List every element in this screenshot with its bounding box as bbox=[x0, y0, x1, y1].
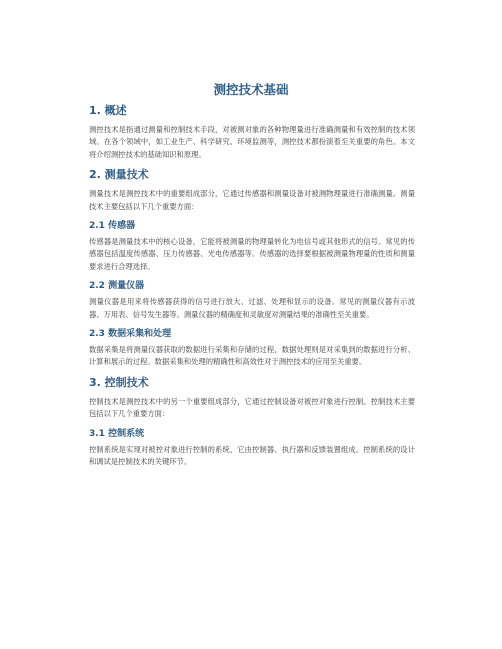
subsection-paragraph-data: 数据采集是将测量仪器获取的数据进行采集和存储的过程，数据处理则是对采集到的数据进行分析、计算和展示的过程。数据采集和处理的精确性和高效性对于测控技术的应用至关重要。 bbox=[89, 345, 415, 367]
section-heading-control: 3. 控制技术 bbox=[89, 375, 149, 389]
subsection-paragraph-control-system: 控制系统是实现对被控对象进行控制的系统，它由控制器、执行器和反馈装置组成。控制系统的设计和调试是控制技术的关键环节。 bbox=[89, 444, 415, 467]
subsection-heading-sensor: 2.1 传感器 bbox=[89, 221, 136, 232]
section-paragraph-measurement: 测量技术是测控技术中的重要组成部分，它通过传感器和测量设备对被测物理量进行准确测量。测量技术主要包括以下几个重要方面： bbox=[89, 189, 415, 211]
subsection-heading-data: 2.3 数据采集和处理 bbox=[89, 329, 172, 340]
document-body bbox=[89, 104, 415, 476]
subsection-paragraph-sensor: 传感器是测量技术中的核心设备，它能将被测量的物理量转化为电信号或其他形式的信号。常见的传感器包括温度传感器、压力传感器、光电传感器等。传感器的选择要根据被测量物理量的性质和测量要求进行合理选择。 bbox=[89, 237, 415, 271]
subsection-paragraph-instrument: 测量仪器是用来将传感器获得的信号进行放大、过滤、处理和显示的设备。常见的测量仪器有示波器、万用表、信号发生器等。测量仪器的精确度和灵敏度对测量结果的准确性至关重要。 bbox=[89, 297, 415, 319]
section-heading-overview: 1. 概述 bbox=[89, 104, 127, 117]
document-title: 测控技术基础 bbox=[213, 82, 289, 97]
subsection-heading-control-system: 3.1 控制系统 bbox=[89, 428, 145, 439]
subsection-heading-instrument: 2.2 测量仪器 bbox=[89, 281, 145, 292]
section-paragraph-control: 控制技术是测控技术中的另一个重要组成部分，它通过控制设备对被控对象进行控制。控制技术主要包括以下几个重要方面： bbox=[89, 396, 415, 419]
section-paragraph-overview: 测控技术是指通过测量和控制技术手段，对被测对象的各种物理量进行准确测量和有效控制的技术领域。在各个领域中，如工业生产、科学研究、环境监测等，测控技术都扮演着至关重要的角色。本文将介绍测控技术的基础知识和原理。 bbox=[89, 125, 415, 159]
section-heading-measurement: 2. 测量技术 bbox=[89, 168, 149, 182]
